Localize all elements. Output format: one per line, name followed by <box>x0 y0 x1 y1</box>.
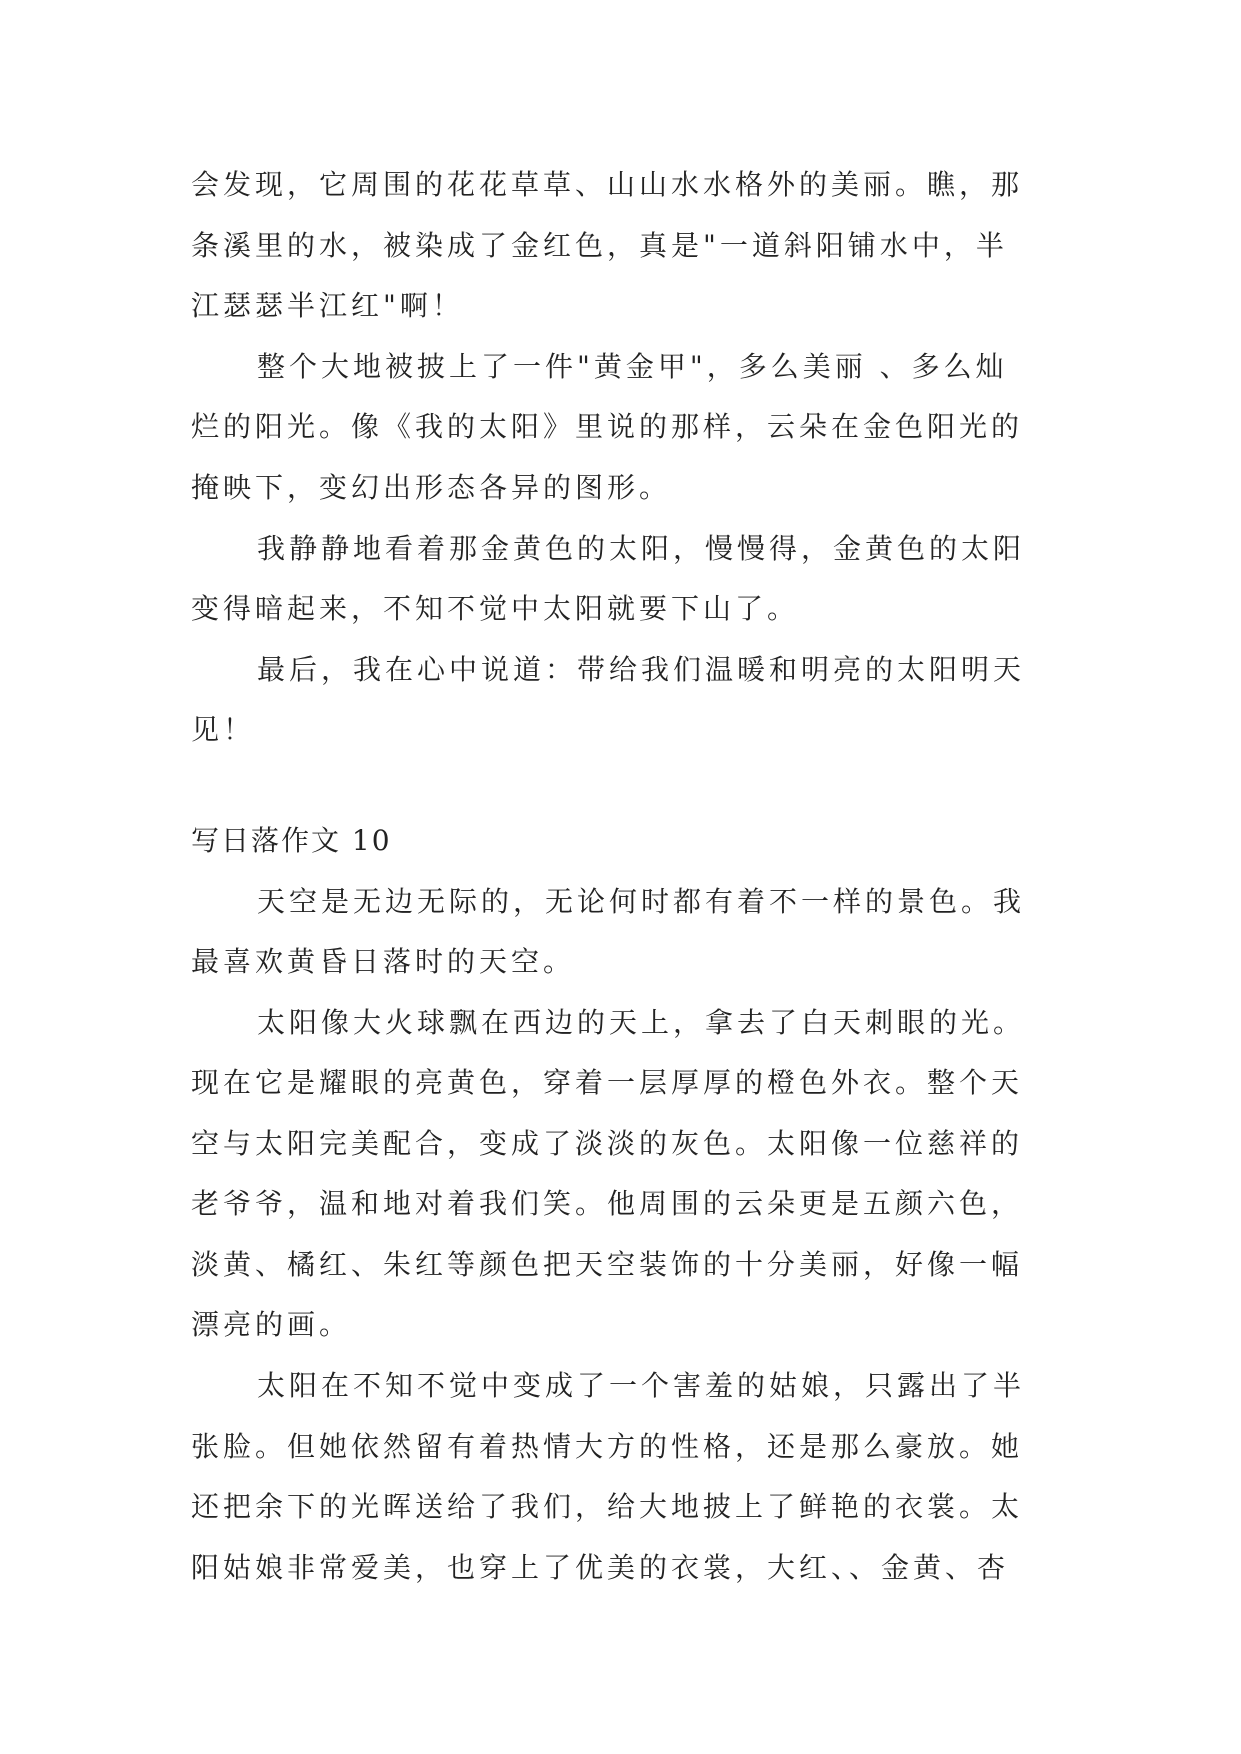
text-line: 我静静地看着那金黄色的太阳，慢慢得，金黄色的太阳 <box>257 532 1026 565</box>
text-line: 太阳像大火球飘在西边的天上，拿去了白天刺眼的光。 <box>257 1006 1026 1039</box>
text-line: 江瑟瑟半江红"啊！ <box>191 289 464 322</box>
text-line: 条溪里的水，被染成了金红色，真是"一道斜阳铺水中，半 <box>191 229 1008 262</box>
text-line: 会发现，它周围的花花草草、山山水水格外的美丽。瞧，那 <box>191 168 1024 201</box>
text-line: 整个大地被披上了一件"黄金甲"，多么美丽 、多么灿 <box>257 350 1008 383</box>
text-line: 张脸。但她依然留有着热情大方的性格，还是那么豪放。她 <box>191 1430 1024 1463</box>
text-line: 变得暗起来，不知不觉中太阳就要下山了。 <box>191 592 800 625</box>
text-line: 淡黄、橘红、朱红等颜色把天空装饰的十分美丽，好像一幅 <box>191 1248 1024 1281</box>
text-line: 见！ <box>191 713 256 746</box>
text-line: 烂的阳光。像《我的太阳》里说的那样，云朵在金色阳光的 <box>191 410 1024 443</box>
text-line: 最后，我在心中说道：带给我们温暖和明亮的太阳明天 <box>257 653 1026 686</box>
text-line: 太阳在不知不觉中变成了一个害羞的姑娘，只露出了半 <box>257 1369 1026 1402</box>
text-line: 空与太阳完美配合，变成了淡淡的灰色。太阳像一位慈祥的 <box>191 1127 1024 1160</box>
text-line: 还把余下的光晖送给了我们，给大地披上了鲜艳的衣裳。太 <box>191 1490 1024 1523</box>
text-line: 漂亮的画。 <box>191 1308 352 1341</box>
section-title: 写日落作文 10 <box>191 824 392 857</box>
text-line: 掩映下，变幻出形态各异的图形。 <box>191 471 672 504</box>
text-line: 现在它是耀眼的亮黄色，穿着一层厚厚的橙色外衣。整个天 <box>191 1066 1024 1099</box>
text-line: 老爷爷，温和地对着我们笑。他周围的云朵更是五颜六色， <box>191 1187 1024 1220</box>
text-line: 天空是无边无际的，无论何时都有着不一样的景色。我 <box>257 885 1026 918</box>
text-line: 阳姑娘非常爱美，也穿上了优美的衣裳，大红、、金黄、杏 <box>191 1551 1010 1584</box>
text-line: 最喜欢黄昏日落时的天空。 <box>191 945 576 978</box>
